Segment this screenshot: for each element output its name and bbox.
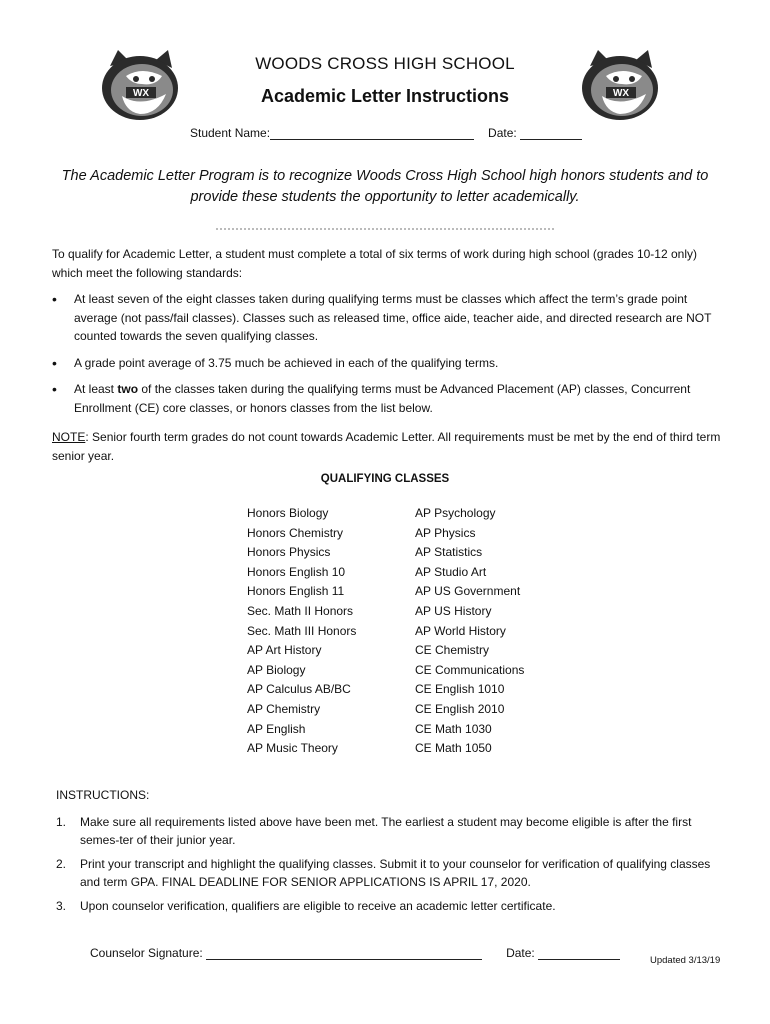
step-text: Print your transcript and highlight the qualifying classes. Submit it to your counselor for verification of qualifying classes and term GPA. FINAL DEADLINE FOR SENIOR APPLICATIONS IS APRIL 17, 2020. xyxy=(80,857,711,889)
class-item: AP Psychology xyxy=(415,506,496,520)
step-number: 3. xyxy=(56,899,67,913)
requirement-text: At least xyxy=(74,382,118,396)
class-item: AP World History xyxy=(415,623,506,638)
step-number: 1. xyxy=(56,815,67,829)
signature-date-field[interactable] xyxy=(538,947,620,960)
student-name-label: Student Name: xyxy=(190,126,271,140)
note-paragraph xyxy=(52,428,722,465)
class-item: AP Music Theory xyxy=(247,741,338,756)
signature-date-label: Date: xyxy=(506,946,535,960)
class-item: AP Calculus AB/BC xyxy=(247,682,351,697)
note-label: NOTE xyxy=(52,430,86,444)
class-item: Sec. Math III Honors xyxy=(247,623,357,638)
class-item: Sec. Math II Honors xyxy=(247,603,354,618)
instruction-step xyxy=(56,814,720,849)
date-field[interactable] xyxy=(520,127,582,140)
step-number: 2. xyxy=(56,857,67,871)
class-item: CE English 1010 xyxy=(415,682,505,697)
class-item: AP Biology xyxy=(247,662,306,677)
class-item: AP US History xyxy=(415,603,492,618)
instruction-step xyxy=(56,898,720,916)
class-item: AP Studio Art xyxy=(415,564,487,579)
class-item: AP US Government xyxy=(415,584,521,599)
class-item: AP Physics xyxy=(415,525,476,540)
signature-row xyxy=(90,946,620,960)
class-item: CE English 2010 xyxy=(415,701,505,716)
class-item: AP English xyxy=(247,721,306,736)
dotted-divider xyxy=(216,228,554,230)
school-name: WOODS CROSS HIGH SCHOOL xyxy=(255,54,515,73)
instructions-list xyxy=(56,814,720,923)
requirement-emphasis: two xyxy=(117,382,139,396)
classes-column-1 xyxy=(247,504,356,759)
classes-column-2 xyxy=(415,504,524,759)
step-text: Upon counselor verification, qualifiers are eligible to receive an academic letter certificate. xyxy=(80,899,556,913)
class-item: CE Math 1030 xyxy=(415,721,492,736)
class-item: Honors Biology xyxy=(247,506,329,520)
step-text: Make sure all requirements listed above have been met. The earliest a student may become eligible is after the first semes-ter of their junior year. xyxy=(80,815,692,847)
instructions-heading: INSTRUCTIONS: xyxy=(56,788,150,802)
requirements-list xyxy=(52,290,722,425)
date-label: Date: xyxy=(488,126,517,140)
class-item: AP Chemistry xyxy=(247,701,321,716)
class-item: Honors English 10 xyxy=(247,564,346,579)
instruction-step xyxy=(56,856,720,891)
requirement-item xyxy=(52,380,722,417)
class-item: AP Art History xyxy=(247,643,322,658)
requirement-item xyxy=(52,290,722,346)
qualify-paragraph: To qualify for Academic Letter, a student must complete a total of six terms of work during high school (grades 10-12 only) which meet the following standards: xyxy=(52,247,697,280)
class-item: CE Communications xyxy=(415,662,525,677)
class-item: Honors English 11 xyxy=(247,584,345,599)
requirement-item xyxy=(52,354,722,373)
class-item: AP Statistics xyxy=(415,545,483,560)
svg-text:WX: WX xyxy=(132,88,150,99)
note-text: : Senior fourth term grades do not count towards Academic Letter. All requirements must be met by the end of third term senior year. xyxy=(52,430,721,463)
qualifying-classes-heading: QUALIFYING CLASSES xyxy=(320,473,450,485)
requirement-text: A grade point average of 3.75 much be achieved in each of the qualifying terms. xyxy=(74,355,499,370)
student-name-field[interactable] xyxy=(270,127,474,140)
counselor-signature-field[interactable] xyxy=(206,947,482,960)
svg-text:WX: WX xyxy=(612,88,630,99)
class-item: Honors Physics xyxy=(247,545,331,560)
class-item: CE Chemistry xyxy=(415,643,490,658)
requirement-text: At least seven of the eight classes taken during qualifying terms must be classes which affect the term’s grade point average (not pass/fail classes). Classes such as released time, office aide, teacher aide, and directed research are NOT counted towards the seven qualifying classes. xyxy=(74,292,712,343)
class-item: CE Math 1050 xyxy=(415,741,492,756)
student-info-row xyxy=(190,126,582,140)
program-intro: The Academic Letter Program is to recognize Woods Cross High School high honors students and to provide these students the opportunity to letter academically. xyxy=(61,168,709,205)
counselor-signature-label: Counselor Signature: xyxy=(90,946,203,960)
class-item: Honors Chemistry xyxy=(247,525,344,540)
requirement-text: of the classes taken during the qualifying terms must be Advanced Placement (AP) classes, Concurrent Enrollment (CE) core classes, or honors classes from the list below. xyxy=(74,382,691,415)
page-title: Academic Letter Instructions xyxy=(260,86,510,106)
updated-date: Updated 3/13/19 xyxy=(650,955,721,966)
